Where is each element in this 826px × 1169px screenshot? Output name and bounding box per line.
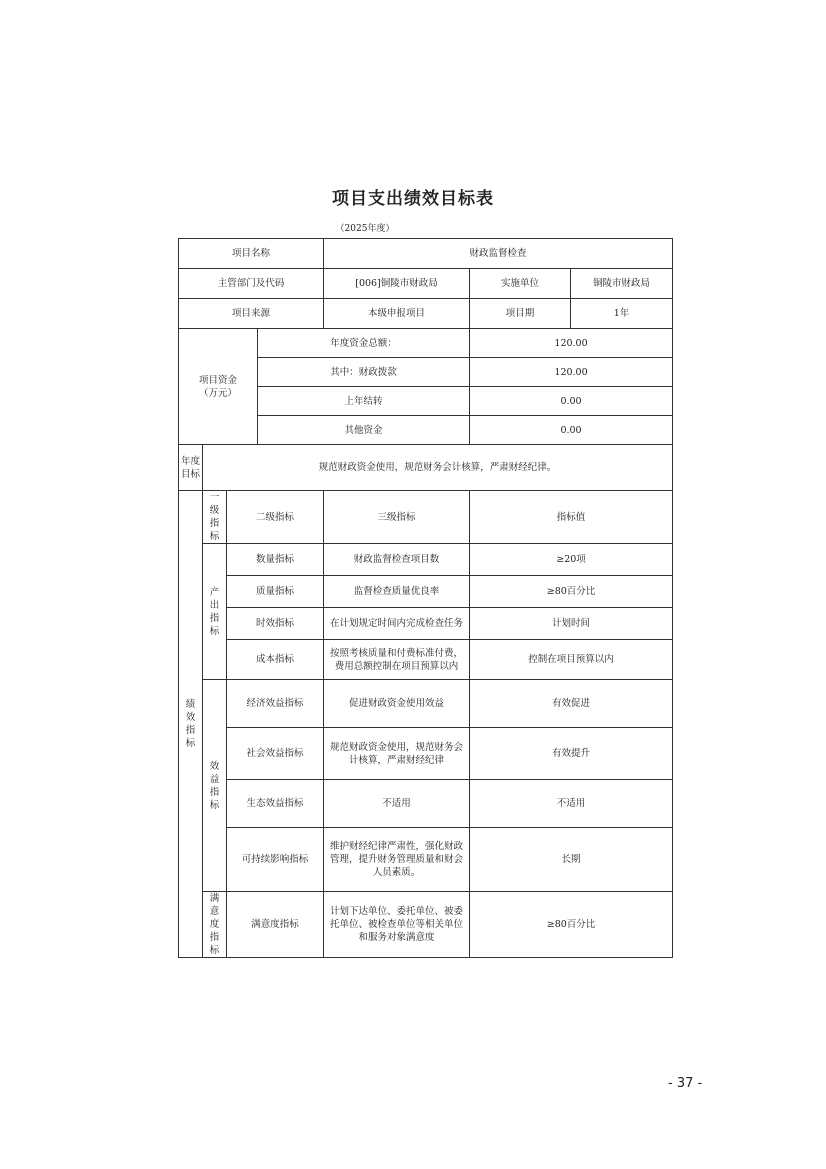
source-value: 本级申报项目 xyxy=(324,299,470,329)
level3-header: 三级指标 xyxy=(324,491,470,544)
funds-label-text: 项目资金 （万元） xyxy=(198,374,237,399)
performance-target-table xyxy=(178,238,673,958)
department-label: 主管部门及代码 xyxy=(179,269,324,299)
funds-carryover-value: 0.00 xyxy=(470,387,673,416)
funds-fiscal-value: 120.00 xyxy=(470,358,673,387)
value-header: 指标值 xyxy=(470,491,673,544)
value-cell: 长期 xyxy=(470,828,673,892)
level3-cell: 促进财政资金使用效益 xyxy=(324,680,470,728)
report-year: （2025年度） xyxy=(335,224,395,234)
indicator-row xyxy=(179,728,673,752)
indicator-row xyxy=(179,608,673,640)
funds-fiscal-label: 其中：财政拨款 xyxy=(258,358,470,387)
project-name-label: 项目名称 xyxy=(179,239,324,269)
implementing-unit-value: 铜陵市财政局 xyxy=(571,269,673,299)
level3-cell: 规范财政资金使用，规范财务会计核算，严肃财经纪律 xyxy=(324,728,470,780)
level2-header: 二级指标 xyxy=(227,491,324,544)
value-cell: 不适用 xyxy=(470,780,673,828)
level2-cell: 社会效益指标 xyxy=(227,728,324,780)
value-cell: 计划时间 xyxy=(470,608,673,640)
implementing-unit-label: 实施单位 xyxy=(470,269,571,299)
source-label: 项目来源 xyxy=(179,299,324,329)
period-label: 项目期 xyxy=(470,299,571,329)
level2-cell: 可持续影响指标 xyxy=(227,828,324,892)
annual-goal-text: 规范财政资金使用，规范财务会计核算，严肃财经纪律。 xyxy=(203,445,673,491)
level3-cell: 计划下达单位、委托单位、被委托单位、被检查单位等相关单位和服务对象满意度 xyxy=(324,892,470,958)
funds-total-value: 120.00 xyxy=(470,329,673,358)
level2-cell: 时效指标 xyxy=(227,608,324,640)
page-title: 项目支出绩效目标表 xyxy=(332,189,494,209)
indicator-row xyxy=(179,780,673,804)
indicator-row xyxy=(179,892,673,958)
annual-goal-label: 年度目标 xyxy=(179,445,203,491)
indicator-row xyxy=(179,828,673,860)
level2-cell: 成本指标 xyxy=(227,640,324,680)
level3-cell: 财政监督检查项目数 xyxy=(324,544,470,576)
level2-cell: 质量指标 xyxy=(227,576,324,608)
level3-cell: 在计划规定时间内完成检查任务 xyxy=(324,608,470,640)
funds-other-value: 0.00 xyxy=(470,416,673,445)
level3-cell: 维护财经纪律严肃性，强化财政管理，提升财务管理质量和财会人员素质。 xyxy=(324,828,470,892)
level3-cell: 按照考核质量和付费标准付费，费用总额控制在项目预算以内 xyxy=(324,640,470,680)
level2-cell: 数量指标 xyxy=(227,544,324,576)
value-cell: ≥20项 xyxy=(470,544,673,576)
value-cell: ≥80百分比 xyxy=(470,576,673,608)
benefit-indicators-label: 效益指标 xyxy=(203,680,227,892)
funds-label xyxy=(179,329,258,445)
level2-cell: 经济效益指标 xyxy=(227,680,324,728)
output-indicators-label: 产出指标 xyxy=(203,544,227,680)
level3-cell: 监督检查质量优良率 xyxy=(324,576,470,608)
indicator-row xyxy=(179,640,673,680)
satisfaction-indicators-label: 满意度指标 xyxy=(203,892,227,958)
indicator-header-row xyxy=(179,491,673,544)
value-cell: 有效提升 xyxy=(470,728,673,780)
source-row xyxy=(179,299,673,329)
funds-total-row xyxy=(179,329,673,358)
level2-cell: 满意度指标 xyxy=(227,892,324,958)
period-value: 1年 xyxy=(571,299,673,329)
level3-cell: 不适用 xyxy=(324,780,470,828)
value-cell: ≥80百分比 xyxy=(470,892,673,958)
indicator-row xyxy=(179,576,673,608)
indicator-row xyxy=(179,680,673,728)
project-name-value: 财政监督检查 xyxy=(324,239,673,269)
value-cell: 控制在项目预算以内 xyxy=(470,640,673,680)
page-number: - 37 - xyxy=(668,1076,703,1091)
level2-cell: 生态效益指标 xyxy=(227,780,324,828)
department-value: [006]铜陵市财政局 xyxy=(324,269,470,299)
value-cell: 有效促进 xyxy=(470,680,673,728)
department-row xyxy=(179,269,673,299)
funds-total-label: 年度资金总额： xyxy=(258,329,470,358)
indicator-row xyxy=(179,544,673,576)
level1-header: 一级指标 xyxy=(203,491,227,544)
project-name-row xyxy=(179,239,673,269)
funds-carryover-label: 上年结转 xyxy=(258,387,470,416)
annual-goal-row xyxy=(179,445,673,491)
funds-other-label: 其他资金 xyxy=(258,416,470,445)
performance-indicators-label: 绩效指标 xyxy=(179,491,203,958)
